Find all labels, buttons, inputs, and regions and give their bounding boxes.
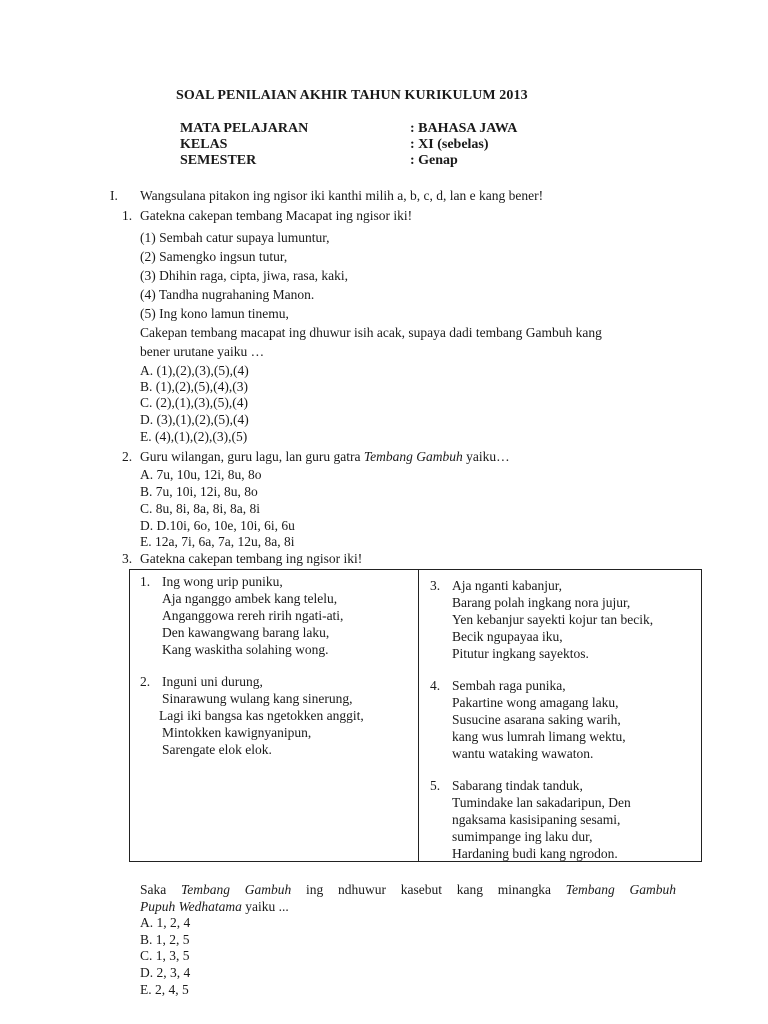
question-text-part: Guru wilangan, guru lagu, lan guru gatra [140,449,364,464]
meta-value: : BAHASA JAWA [410,121,518,136]
answer-option: D. (3),(1),(2),(5),(4) [140,412,249,427]
stanza-line: Aja nganti kabanjur, [452,578,563,593]
question-number: 1. [122,208,133,223]
question-paragraph: Cakepan tembang macapat ing dhuwur isih acak, supaya dadi tembang Gambuh kang [140,325,602,340]
answer-option: E. (4),(1),(2),(3),(5) [140,429,248,444]
stanza-number: 3. [430,578,441,593]
stanza-line: Pitutur ingkang sayektos. [452,646,589,661]
stanza-line: Aja nganggo ambek kang telelu, [162,591,338,606]
stanza-number: 5. [430,778,441,793]
stanza-line: Ing wong urip puniku, [162,574,283,589]
answer-option: A. 1, 2, 4 [140,915,191,930]
verse-line: (3) Dhihin raga, cipta, jiwa, rasa, kaki, [140,268,349,283]
question-paragraph [140,898,289,915]
answer-option: B. 1, 2, 5 [140,932,190,947]
stanza-line: Barang polah ingkang nora jujur, [452,595,631,610]
answer-option: E. 2, 4, 5 [140,982,189,997]
stanza-line: sumimpange ing laku dur, [452,829,593,844]
stanza-number: 4. [430,678,441,693]
verse-line: (1) Sembah catur supaya lumuntur, [140,230,330,245]
stanza-number: 2. [140,674,151,689]
meta-label: MATA PELAJARAN [180,121,309,136]
answer-option: E. 12a, 7i, 6a, 7a, 12u, 8a, 8i [140,534,295,549]
stanza-line: Lagi iki bangsa kas ngetokken anggit, [159,708,364,723]
question-text-emphasis: Pupuh Wedhatama [140,899,242,914]
stanza-line: Sembah raga punika, [452,678,566,693]
answer-option: C. 1, 3, 5 [140,948,190,963]
page-title: SOAL PENILAIAN AKHIR TAHUN KURIKULUM 2013 [176,88,528,103]
question-text: Gatekna cakepan tembang Macapat ing ngisor iki! [140,208,413,223]
verse-line: (5) Ing kono lamun tinemu, [140,306,289,321]
answer-option: D. D.10i, 6o, 10e, 10i, 6i, 6u [140,518,295,533]
question-text: Gatekna cakepan tembang ing ngisor iki! [140,551,363,566]
answer-option: A. 7u, 10u, 12i, 8u, 8o [140,467,262,482]
stanza-line: Den kawangwang barang laku, [162,625,330,640]
stanza-line: Sinarawung wulang kang sinerung, [162,691,353,706]
question-text-emphasis: Tembang Gambuh [565,882,676,897]
question-number: 2. [122,449,133,464]
answer-option: C. (2),(1),(3),(5),(4) [140,395,248,410]
stanza-table-divider [418,569,419,862]
question-text [140,448,510,465]
meta-label: KELAS [180,137,228,152]
stanza-number: 1. [140,574,151,589]
meta-value: : XI (sebelas) [410,137,489,152]
answer-option: B. (1),(2),(5),(4),(3) [140,379,248,394]
question-text-emphasis: Tembang Gambuh [181,882,292,897]
question-text-part: ing ndhuwur kasebut kang minangka [291,882,566,897]
stanza-line: Inguni uni durung, [162,674,263,689]
meta-label: SEMESTER [180,153,257,168]
stanza-line: Yen kebanjur sayekti kojur tan becik, [452,612,654,627]
section-instruction: Wangsulana pitakon ing ngisor iki kanthi milih a, b, c, d, lan e kang bener! [140,188,544,203]
question-paragraph: bener urutane yaiku … [140,344,265,359]
question-text-emphasis: Tembang Gambuh [363,449,463,464]
stanza-line: Anganggowa rereh ririh ngati-ati, [162,608,344,623]
question-text-part: Saka [140,882,181,897]
stanza-line: kang wus lumrah limang wektu, [452,729,626,744]
verse-line: (4) Tandha nugrahaning Manon. [140,287,315,302]
answer-option: C. 8u, 8i, 8a, 8i, 8a, 8i [140,501,260,516]
question-text-part: yaiku ... [241,899,289,914]
question-number: 3. [122,551,133,566]
question-text-part: yaiku… [462,449,510,464]
stanza-line: Becik ngupayaa iku, [452,629,563,644]
meta-value: : Genap [410,153,458,168]
answer-option: B. 7u, 10i, 12i, 8u, 8o [140,484,258,499]
stanza-line: Susucine asarana saking warih, [452,712,621,727]
stanza-line: ngaksama kasisipaning sesami, [452,812,621,827]
stanza-line: Kang waskitha solahing wong. [162,642,329,657]
answer-option: A. (1),(2),(3),(5),(4) [140,363,249,378]
stanza-line: wantu wataking wawaton. [452,746,594,761]
answer-option: D. 2, 3, 4 [140,965,191,980]
stanza-line: Sabarang tindak tanduk, [452,778,583,793]
stanza-line: Tumindake lan sakadaripun, Den [452,795,631,810]
verse-line: (2) Samengko ingsun tutur, [140,249,288,264]
section-numeral: I. [110,188,118,203]
stanza-line: Hardaning budi kang ngrodon. [452,846,618,861]
stanza-line: Pakartine wong amagang laku, [452,695,619,710]
stanza-line: Sarengate elok elok. [162,742,272,757]
stanza-line: Mintokken kawignyanipun, [162,725,312,740]
question-paragraph [140,881,676,898]
